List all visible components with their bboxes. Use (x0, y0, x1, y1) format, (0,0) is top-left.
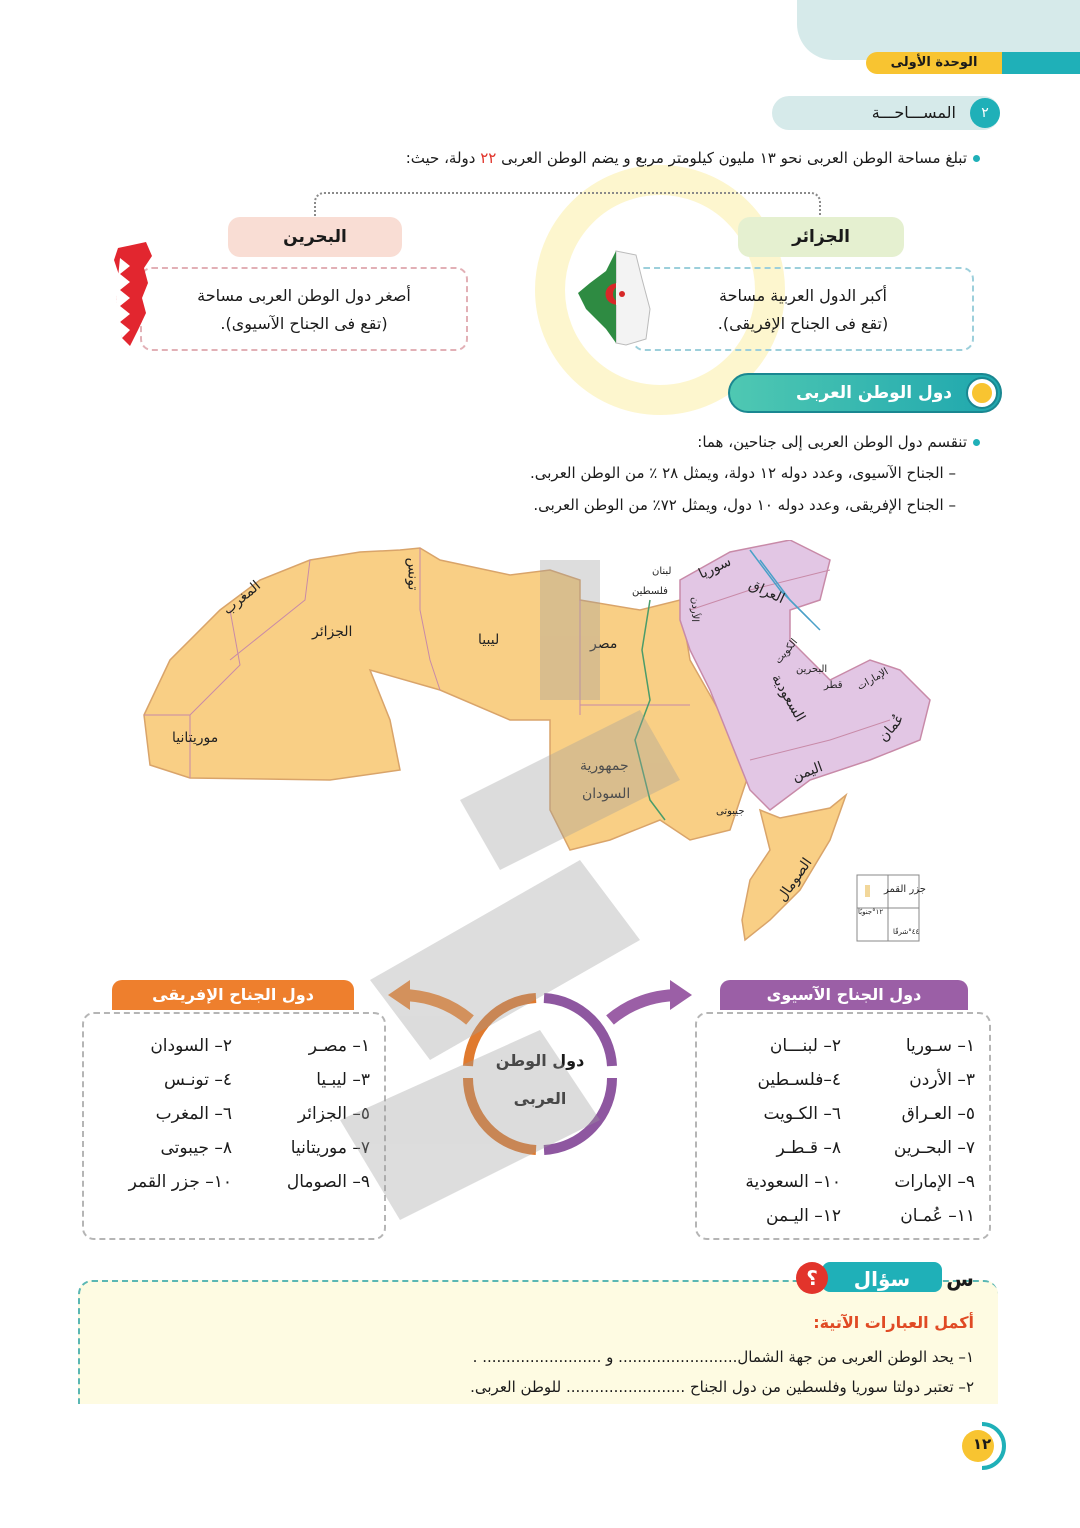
african-wing-line: – الجناح الإفريقى، وعدد دوله ١٠ دول، ويمثل ٧٢٪ من الوطن العربى. (533, 496, 956, 514)
algeria-title: الجزائر (738, 217, 904, 257)
wings-intro (697, 431, 980, 453)
question-1: ١– يحد الوطن العربى من جهة الشمال......................... و ......................... . (472, 1348, 974, 1366)
map-label-uae: الإمارات (855, 666, 891, 693)
bullet-icon (973, 439, 980, 446)
bahrain-line2: (تقع فى الجناح الآسيوى). (220, 314, 388, 333)
list-item: ١– سـوريا (905, 1036, 975, 1056)
wings-intro-text: تنقسم دول الوطن العربى إلى جناحين، هما: (697, 433, 967, 451)
countries-count: ٢٢ (480, 149, 497, 167)
map-label-somalia: الصومال (773, 855, 816, 905)
corner-decoration (797, 0, 1080, 60)
list-item: ٨– جيبوتى (160, 1138, 232, 1158)
map-label-sudan-2: السودان (582, 786, 631, 802)
map-label-palestine: فلسطين (632, 586, 668, 597)
bahrain-title: البحرين (228, 217, 402, 257)
section-number: ٢ (970, 98, 1000, 128)
map-label-morocco: المغرب (219, 577, 264, 619)
header-dot-icon (968, 379, 996, 407)
list-item: ٨– قـطـر (776, 1138, 841, 1158)
section2-title: دول الوطن العربى (795, 383, 952, 403)
map-label-comoros-lat: ١٢°جنوبًا (858, 908, 884, 916)
list-item: ٦– المغرب (155, 1104, 232, 1124)
list-item: ١١– عُمـان (900, 1206, 975, 1226)
list-item: ١٠– جزر القمر (128, 1172, 232, 1192)
map-label-egypt: مصر (590, 636, 618, 652)
center-label-line1: دول الوطن (495, 1051, 585, 1070)
map-label-oman: عُمان (875, 710, 908, 746)
asian-wing-box (695, 1012, 991, 1240)
list-item: ٩– الصومال (286, 1172, 370, 1192)
bullet-icon (973, 155, 980, 162)
page-number: ١٢ (972, 1435, 992, 1453)
list-item: ٧– موريتانيا (290, 1138, 370, 1158)
question-2: ٢– تعتبر دولتا سوريا وفلسطين من دول الجناح ......................... للوطن العربى. (470, 1378, 974, 1396)
map-label-tunisia: تونس (404, 557, 421, 591)
bahrain-line1: أصغر دول الوطن العربى مساحة (197, 286, 411, 305)
svg-text:سؤال: سؤال (853, 1267, 911, 1291)
bahrain-info-box (140, 267, 468, 351)
african-wing-title: دول الجناح الإفريقى (112, 980, 354, 1010)
list-item: ١– مصـر (308, 1036, 370, 1056)
map-label-syria: سوريا (696, 553, 734, 583)
list-item: ٤– تونـس (164, 1070, 232, 1090)
map-label-yemen: اليمن (790, 759, 825, 785)
svg-text:؟: ؟ (806, 1266, 818, 1290)
list-item: ١٢– اليـمن (766, 1206, 841, 1226)
map-label-jordan: الأردن (689, 596, 701, 623)
list-item: ٣– الأردن (909, 1070, 975, 1090)
map-label-iraq: العراق (746, 576, 788, 608)
bahrain-flag-map-icon (108, 238, 153, 348)
right-arrow-icon (670, 980, 692, 1010)
map-label-sudan-1: جمهورية (580, 758, 629, 774)
map-label-bahrain: البحرين (796, 664, 828, 675)
asian-wing-title: دول الجناح الآسيوى (720, 980, 968, 1010)
list-item: ٣– ليبـيا (316, 1070, 370, 1090)
arab-world-map (130, 540, 950, 950)
map-label-libya: ليبيا (478, 632, 500, 648)
algeria-line2: (تقع فى الجناح الإفريقى). (717, 314, 889, 333)
center-label-line2: العربى (513, 1089, 567, 1108)
map-label-djibouti: جيبوتى (716, 806, 745, 817)
connector-line (314, 192, 821, 220)
list-item: ٢– لبنـــان (769, 1036, 841, 1056)
algeria-info-box (632, 267, 974, 351)
list-item: ٥– الجزائر (297, 1104, 370, 1124)
asian-wing-line: – الجناح الآسيوى، وعدد دوله ١٢ دولة، ويمثل ٢٨ ٪ من الوطن العربى. (529, 464, 956, 482)
svg-text:س: س (946, 1267, 974, 1291)
algeria-line1: أكبر الدول العربية مساحة (719, 286, 887, 305)
unit-bar (1000, 52, 1080, 74)
unit-label: الوحدة الأولى (866, 52, 1002, 74)
question-title: أكمل العبارات الآتية: (813, 1313, 974, 1332)
list-item: ٢– السودان (150, 1036, 232, 1056)
left-arrow-icon (388, 980, 410, 1010)
map-label-saudi: السعودية (768, 671, 809, 725)
algeria-flag-map-icon (576, 249, 656, 347)
map-label-kuwait: الكويت (772, 636, 801, 667)
map-label-algeria: الجزائر (312, 624, 353, 640)
question-logo-icon (792, 1256, 977, 1296)
map-label-mauritania: موريتانيا (172, 730, 219, 746)
map-label-qatar: قطر (824, 680, 843, 691)
map-label-comoros: جزر القمر (884, 884, 926, 895)
list-item: ٤–فلسـطين (757, 1070, 841, 1090)
section-title: المســـاحـــة (871, 103, 956, 122)
list-item: ٧– البحـرين (893, 1138, 975, 1158)
list-item: ٦– الكـويت (763, 1104, 841, 1124)
african-wing-box (82, 1012, 386, 1240)
list-item: ٩– الإمارات (894, 1172, 975, 1192)
intro-text-end: دولة، حيث: (405, 149, 476, 167)
intro-text: تبلغ مساحة الوطن العربى نحو ١٣ مليون كيلومتر مربع و يضم الوطن العربى (501, 149, 967, 167)
intro-paragraph (406, 147, 980, 169)
list-item: ١٠– السعودية (745, 1172, 841, 1192)
map-label-lebanon: لبنان (652, 566, 672, 577)
center-label (480, 1042, 600, 1118)
list-item: ٥– العـراق (901, 1104, 975, 1124)
map-label-comoros-lon: ٤٤°شرقًا (893, 928, 920, 936)
